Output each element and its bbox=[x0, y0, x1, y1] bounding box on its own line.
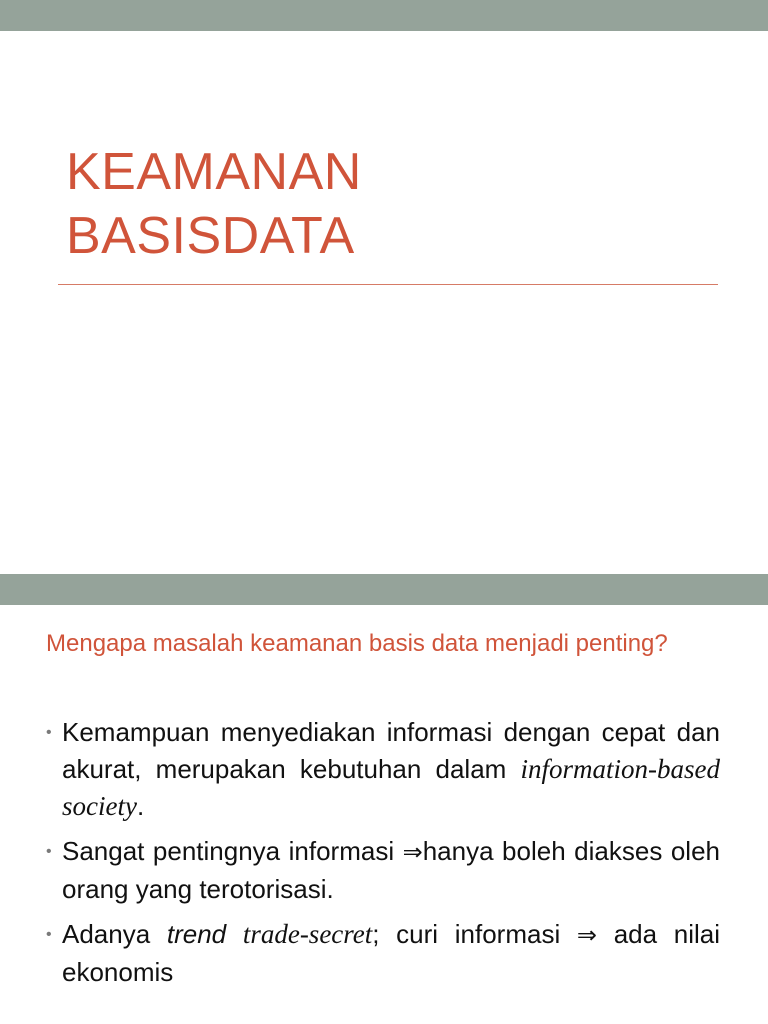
bullet-icon: • bbox=[46, 724, 52, 741]
bullet-3-trend: trend bbox=[166, 919, 227, 949]
bullet-3-tradesecret: trade-secret bbox=[242, 919, 373, 949]
implies-arrow-icon: ⇒ bbox=[402, 838, 423, 866]
bullet-icon: • bbox=[46, 926, 52, 943]
bullet-icon: • bbox=[46, 843, 52, 860]
bullet-1-text: Kemampuan menyediakan informasi dengan cepat dan akurat, merupakan kebutuhan dalam bbox=[62, 717, 720, 784]
title-divider bbox=[58, 284, 718, 285]
title-line-2: BASISDATA bbox=[66, 207, 355, 265]
bullet-2-end: hanya boleh diakses oleh orang yang terotorisasi. bbox=[62, 836, 720, 904]
bullet-item-2 bbox=[44, 833, 720, 908]
title-line-1: KEAMANAN bbox=[66, 143, 362, 201]
top-decor-bar bbox=[0, 0, 768, 31]
bullet-1-end: . bbox=[136, 791, 145, 821]
slide-title bbox=[66, 140, 362, 268]
bullet-list bbox=[44, 714, 720, 999]
bullet-1-italic: information-based society bbox=[62, 754, 720, 821]
question-heading: Mengapa masalah keamanan basis data menjadi penting? bbox=[46, 630, 668, 657]
bullet-item-1 bbox=[44, 714, 720, 825]
bullet-item-3 bbox=[44, 916, 720, 991]
bullet-3-text: Adanya bbox=[62, 919, 167, 949]
bullet-3-mid: ; curi informasi bbox=[372, 919, 577, 949]
bullet-3-end: ada nilai ekonomis bbox=[62, 919, 721, 987]
bullet-2-text: Sangat pentingnya informasi bbox=[62, 836, 403, 866]
slide-separator-bar bbox=[0, 574, 768, 605]
implies-arrow-icon: ⇒ bbox=[576, 921, 598, 949]
